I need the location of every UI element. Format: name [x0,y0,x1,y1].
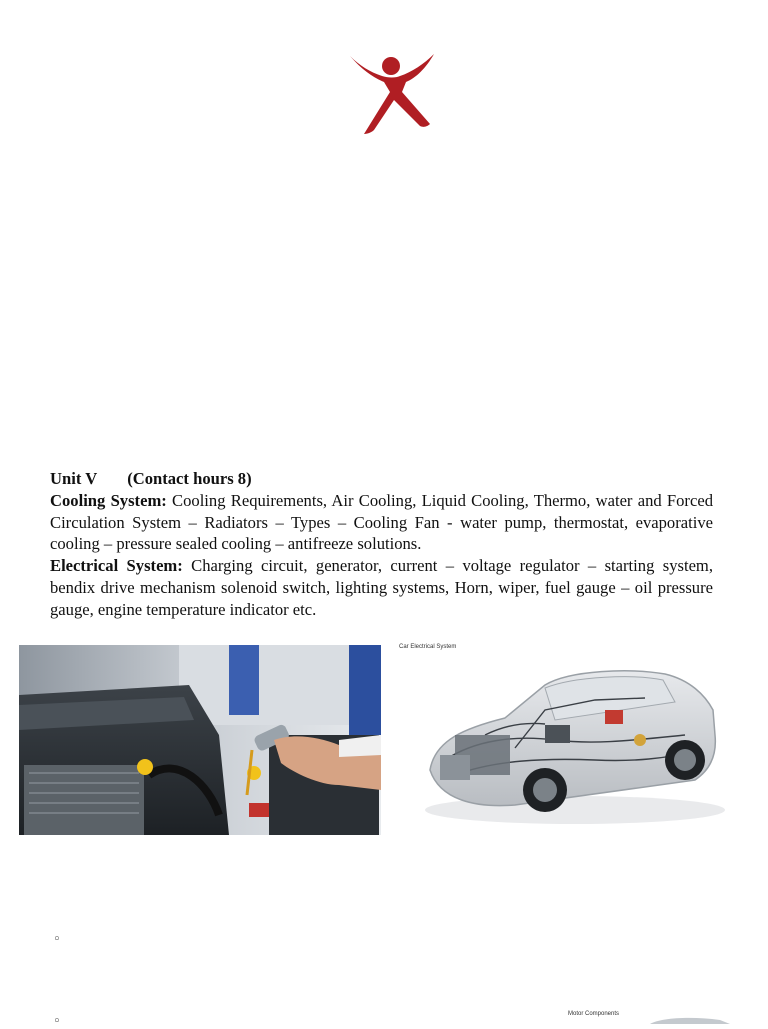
electrical-heading: Electrical System: [50,556,183,576]
electrical-text: Charging circuit, generator, current – voltage regulator – starting system, bendix drive mechanism solenoid switch, lighting systems, Horn, wiper, fuel gauge – oil pressure gauge, engine temperature indicator etc. [50,556,713,619]
list-bullet: ◦ [53,932,61,947]
syllabus-text [50,468,713,621]
unit-heading [50,468,713,490]
unit-title: Unit V [50,469,98,488]
list-bullet: ◦ [53,1014,61,1029]
cooling-text: Cooling Requirements, Air Cooling, Liquid Cooling, Thermo, water and Forced Circulation System – Radiators – Types – Cooling Fan - water pump, thermostat, evaporative cooling – pressure sealed cooling – antifreeze solutions. [50,490,713,554]
cooling-paragraph [50,490,713,555]
motor-components-image [560,1006,760,1024]
person-figure-icon [344,48,438,138]
motor-components-caption: Motor Components [568,1011,620,1017]
contact-hours: (Contact hours 8) [127,469,252,488]
car-electrical-diagram [395,640,751,838]
engine-bay-photo [19,645,381,835]
cooling-heading: Cooling System: [50,490,167,510]
logo [344,48,438,138]
car-electrical-caption: Car Electrical System [399,644,457,650]
electrical-paragraph [50,555,713,620]
